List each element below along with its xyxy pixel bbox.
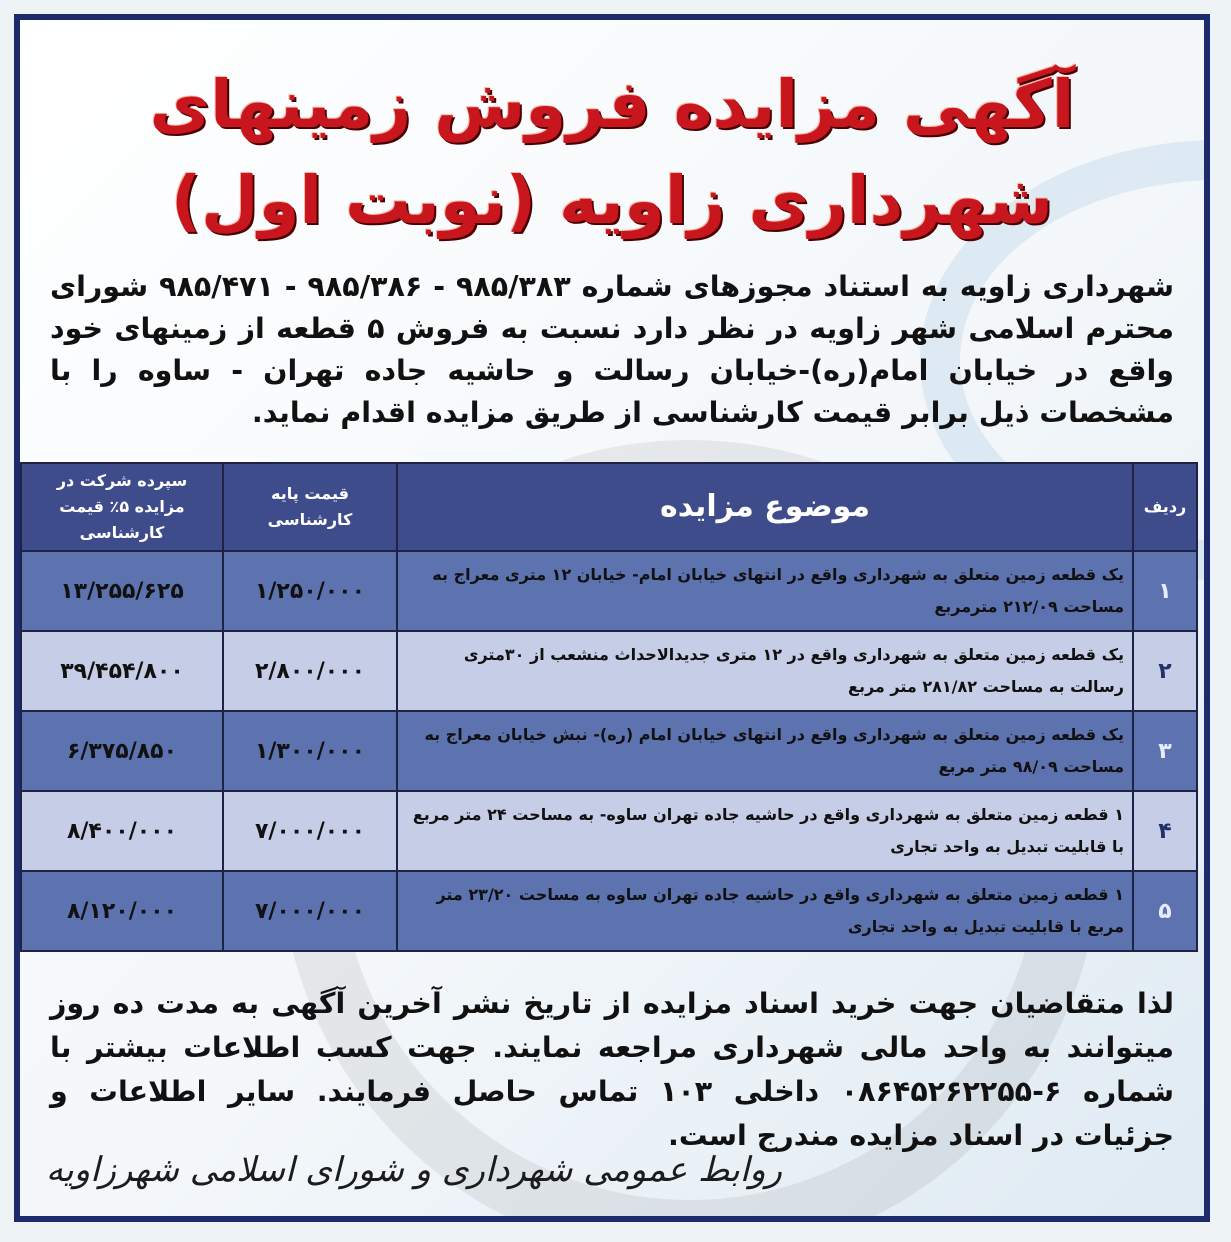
notice-title-line1: آگهی مزایده فروش زمینهای [149,66,1075,143]
row-number: ۵ [1133,871,1197,951]
row-number: ۲ [1133,631,1197,711]
notice-title-line2: شهرداری زاویه (نوبت اول) [171,162,1053,239]
auction-table [20,462,1198,952]
signature: روابط عمومی شهرداری و شورای اسلامی شهرزاویه [46,1150,783,1190]
closing-paragraph: لذا متقاضیان جهت خرید اسناد مزایده از تاریخ نشر آخرین آگهی به مدت ده روز میتوانند به واحد مالی شهرداری مراجعه نمایند. جهت کسب اطلاعات بیشتر با شماره ۶-۰۸۶۴۵۲۶۲۲۵۵ داخلی ۱۰۳ تماس حاصل فرمایند. سایر اطلاعات و جزئیات در اسناد مزایده مندرج است. [50,987,1175,1152]
table-row [21,791,1197,871]
row-description: ۱ قطعه زمین متعلق به شهرداری واقع در حاشیه جاده تهران ساوه به مساحت ۲۳/۲۰ متر مربع با قابلیت تبدیل به واحد تجاری [397,871,1133,951]
notice-frame [14,14,1210,1222]
header-row-number: ردیف [1133,463,1197,551]
row-number: ۱ [1133,551,1197,631]
row-deposit: ۶/۳۷۵/۸۵۰ [21,711,223,791]
table-row [21,871,1197,951]
row-deposit: ۸/۴۰۰/۰۰۰ [21,791,223,871]
row-base-price: ۲/۸۰۰/۰۰۰ [223,631,397,711]
table-row [21,631,1197,711]
row-description: یک قطعه زمین متعلق به شهرداری واقع در انتهای خیابان امام (ره)- نبش خیابان معراج به مساحت ۹۸/۰۹ متر مربع [397,711,1133,791]
row-base-price: ۱/۳۰۰/۰۰۰ [223,711,397,791]
row-description: یک قطعه زمین متعلق به شهرداری واقع در ۱۲ متری جدیدالاحداث منشعب از ۳۰متری رسالت به مساحت ۲۸۱/۸۲ متر مربع [397,631,1133,711]
table-header-row [21,463,1197,551]
row-base-price: ۷/۰۰۰/۰۰۰ [223,871,397,951]
row-base-price: ۱/۲۵۰/۰۰۰ [223,551,397,631]
row-description: ۱ قطعه زمین متعلق به شهرداری واقع در حاشیه جاده تهران ساوه- به مساحت ۲۴ متر مربع با قابلیت تبدیل به واحد تجاری [397,791,1133,871]
header-base-price: قیمت پایه کارشناسی [223,463,397,551]
row-number: ۴ [1133,791,1197,871]
header-deposit: سپرده شرکت در مزایده ۵٪ قیمت کارشناسی [21,463,223,551]
intro-paragraph: شهرداری زاویه به استناد مجوزهای شماره ۹۸۵/۳۸۳ - ۹۸۵/۳۸۶ - ۹۸۵/۴۷۱ شورای محترم اسلامی شهر زاویه در نظر دارد نسبت به فروش ۵ قطعه از زمینهای خود واقع در خیابان امام(ره)-خیابان رسالت و حاشیه جاده تهران - ساوه را با مشخصات ذیل برابر قیمت کارشناسی از طریق مزایده اقدام نماید. [50,270,1174,429]
row-deposit: ۸/۱۲۰/۰۰۰ [21,871,223,951]
row-deposit: ۳۹/۴۵۴/۸۰۰ [21,631,223,711]
row-deposit: ۱۳/۲۵۵/۶۲۵ [21,551,223,631]
table-row [21,711,1197,791]
row-base-price: ۷/۰۰۰/۰۰۰ [223,791,397,871]
row-description: یک قطعه زمین متعلق به شهرداری واقع در انتهای خیابان امام- خیابان ۱۲ متری معراج به مساحت ۲۱۲/۰۹ مترمربع [397,551,1133,631]
table-row [21,551,1197,631]
header-subject: موضوع مزایده [397,463,1133,551]
row-number: ۳ [1133,711,1197,791]
